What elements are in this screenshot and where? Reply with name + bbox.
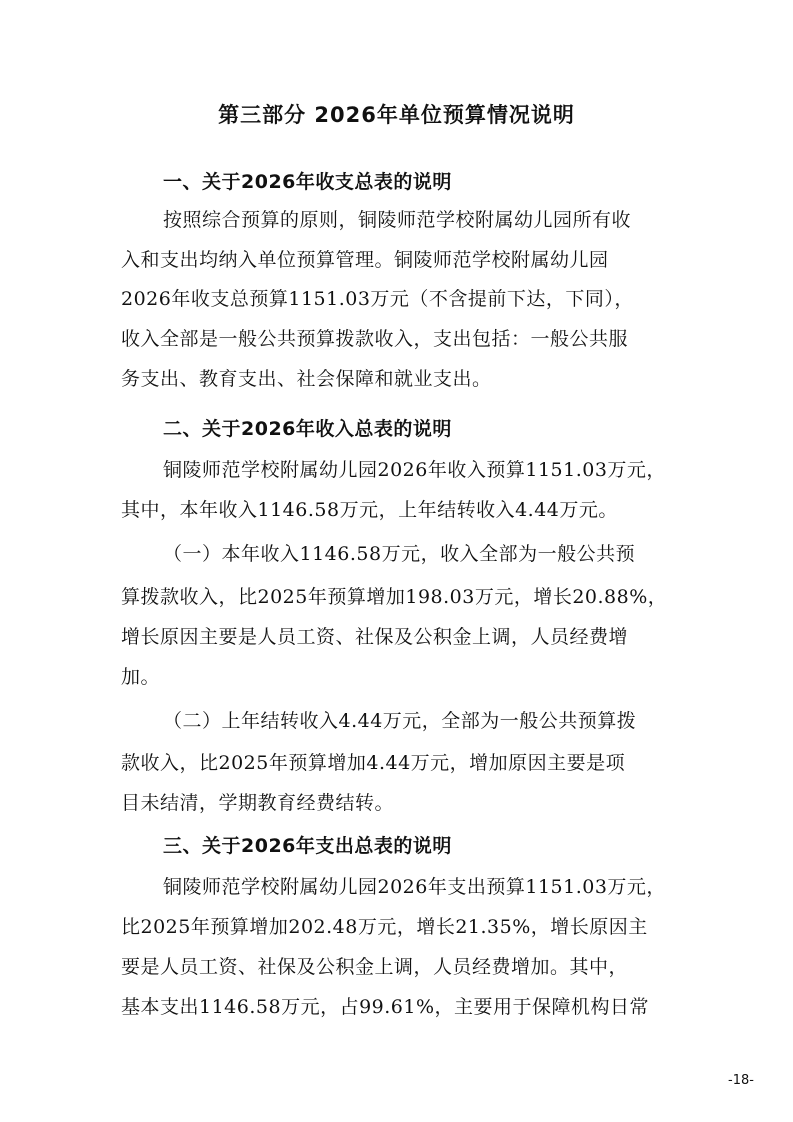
- paragraph-line: （一）本年收入1146.58万元，收入全部为一般公共预: [163, 543, 636, 565]
- page-title: 第三部分 2026年单位预算情况说明: [218, 103, 575, 127]
- paragraph-line: 按照综合预算的原则，铜陵师范学校附属幼儿园所有收: [163, 209, 632, 231]
- page-number: -18-: [728, 1073, 754, 1088]
- section-heading-3: 三、关于2026年支出总表的说明: [163, 835, 452, 857]
- paragraph-line: 2026年收支总预算1151.03万元（不含提前下达，下同），: [121, 288, 634, 310]
- paragraph-line: 铜陵师范学校附属幼儿园2026年收入预算1151.03万元，: [163, 459, 666, 481]
- paragraph-line: 加。: [121, 666, 161, 688]
- paragraph-line: 其中，本年收入1146.58万元，上年结转收入4.44万元。: [121, 499, 618, 521]
- paragraph-line: 务支出、教育支出、社会保障和就业支出。: [121, 368, 492, 390]
- paragraph-line: 增长原因主要是人员工资、社保及公积金上调，人员经费增: [121, 626, 629, 648]
- paragraph-line: （二）上年结转收入4.44万元，全部为一般公共预算拨: [163, 710, 637, 732]
- paragraph-line: 入和支出均纳入单位预算管理。铜陵师范学校附属幼儿园: [121, 249, 609, 271]
- paragraph-line: 要是人员工资、社保及公积金上调，人员经费增加。其中，: [121, 956, 629, 978]
- paragraph-line: 比2025年预算增加202.48万元，增长21.35%，增长原因主: [121, 916, 648, 938]
- paragraph-line: 目未结清，学期教育经费结转。: [121, 792, 395, 814]
- paragraph-line: 基本支出1146.58万元，占99.61%，主要用于保障机构日常: [121, 996, 650, 1018]
- section-heading-1: 一、关于2026年收支总表的说明: [163, 171, 452, 193]
- section-heading-2: 二、关于2026年收入总表的说明: [163, 418, 452, 440]
- paragraph-line: 算拨款收入，比2025年预算增加198.03万元，增长20.88%，: [121, 586, 668, 608]
- paragraph-line: 铜陵师范学校附属幼儿园2026年支出预算1151.03万元，: [163, 876, 666, 898]
- paragraph-line: 款收入，比2025年预算增加4.44万元，增加原因主要是项: [121, 752, 626, 774]
- paragraph-line: 收入全部是一般公共预算拨款收入，支出包括：一般公共服: [121, 328, 629, 350]
